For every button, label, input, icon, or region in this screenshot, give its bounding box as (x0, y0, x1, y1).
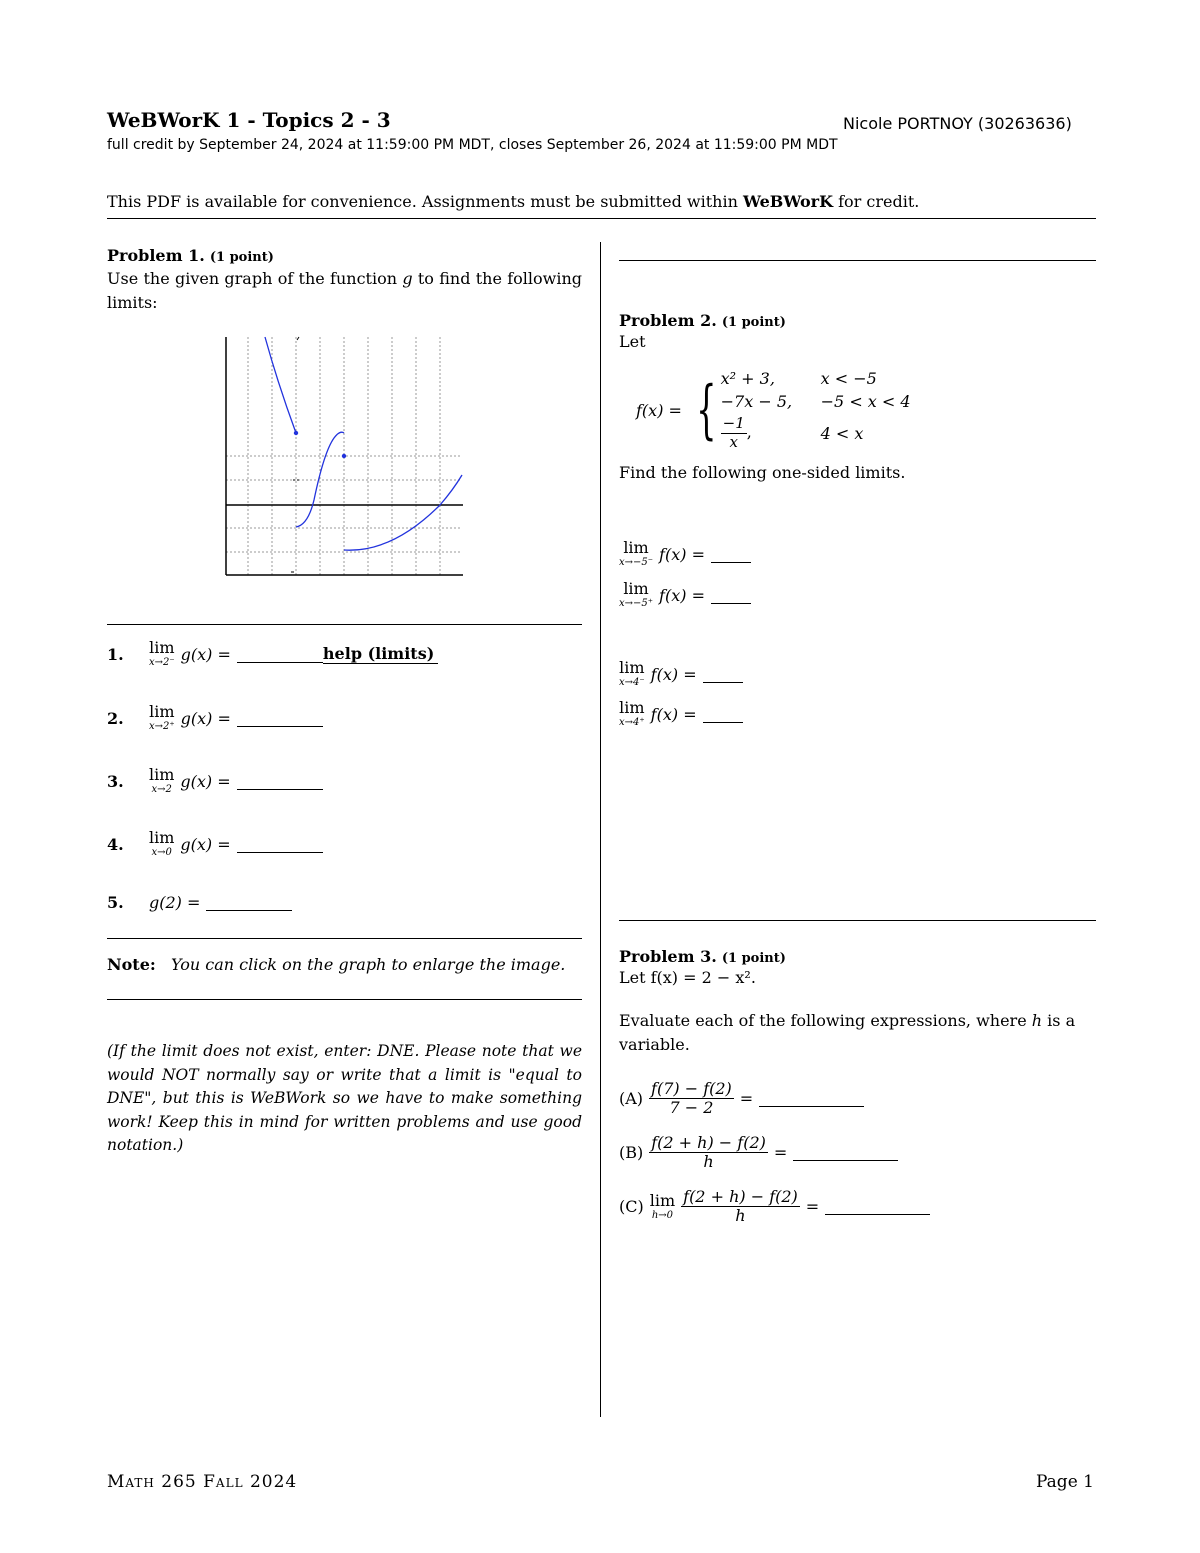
assignment-title: WeBWorK 1 - Topics 2 - 3 (107, 108, 391, 132)
problem-3 (619, 947, 1096, 1057)
limit-expr: g(x) = (180, 834, 231, 854)
function-label: f(x) = (636, 400, 682, 420)
limit-item-3 (107, 767, 323, 795)
footer-course: Math 265 Fall 2024 (107, 1472, 298, 1492)
lim-word: lim (619, 698, 645, 717)
part-label: (B) (619, 1143, 644, 1163)
p2-answer-field-1[interactable] (711, 546, 751, 563)
note-text: You can click on the graph to enlarge the image. (171, 955, 566, 974)
problem-1-rule-mid (107, 938, 582, 939)
problem-1-rule-bottom (107, 999, 582, 1000)
limit-expr: g(2) = (149, 893, 201, 912)
lim-operator (149, 767, 174, 795)
graph-ticks (291, 337, 312, 572)
footer-page: Page 1 (1036, 1472, 1094, 1492)
frac-den: h (703, 1152, 714, 1172)
part-fraction (681, 1188, 800, 1226)
p2-answer-field-3[interactable] (703, 666, 743, 683)
curve-right-branch (344, 475, 462, 550)
problem-1-heading: Problem 1. (107, 246, 205, 265)
answer-field-4[interactable] (237, 836, 323, 853)
p2-limit-3 (619, 660, 743, 688)
limit-item-1 (107, 640, 438, 668)
limit-item-2 (107, 704, 323, 732)
notice-text: This PDF is available for convenience. Assignments must be submitted within (107, 192, 743, 211)
lim-word: lim (619, 658, 645, 677)
help-limits-link[interactable]: help (limits) (323, 644, 438, 664)
p2-answer-field-2[interactable] (711, 587, 751, 604)
due-date: full credit by September 24, 2024 at 11:59:00 PM MDT, closes September 26, 2024 at 11:59:00 PM MDT (107, 137, 838, 153)
problem-2-let: Let (619, 332, 646, 351)
answer-field-3[interactable] (237, 773, 323, 790)
notice-tail: for credit. (833, 192, 920, 211)
answer-field-1[interactable] (237, 646, 323, 663)
lim-sub: x→2 (151, 784, 172, 795)
problem-3-points: (1 point) (721, 951, 786, 966)
lim-operator (619, 540, 653, 568)
lim-word: lim (649, 1190, 676, 1210)
lim-operator (619, 700, 645, 728)
column-divider (600, 242, 601, 1417)
piecewise-function (636, 360, 911, 460)
problem-2-rule-top (619, 260, 1096, 261)
pdf-notice (107, 192, 919, 211)
case-table (721, 369, 911, 451)
part-b (619, 1134, 898, 1172)
part-fraction (649, 1080, 734, 1118)
lim-operator (149, 640, 175, 668)
lim-word: lim (623, 538, 649, 557)
eval-tail: is a variable. (619, 1011, 1076, 1054)
case-brace: { (696, 373, 717, 447)
dne-instructions: (If the limit does not exist, enter: DNE. Please note that we would NOT normally say or write that a limit is "equal to DNE", but this is WeBWork so we have to make something work! Keep this in mind for written problems and use good notation.) (107, 1042, 582, 1154)
limit-expr: g(x) = (180, 708, 231, 728)
limit-expr: g(x) = (180, 644, 231, 664)
lim-sub: x→2⁻ (149, 657, 175, 668)
lim-sub: x→4⁻ (619, 677, 645, 688)
limit-expr: f(x) = (659, 544, 705, 564)
limit-expr: f(x) = (659, 585, 705, 605)
eval-var: h (1031, 1011, 1043, 1030)
problem-1 (107, 246, 582, 315)
case-expr-2: −7x − 5, (720, 392, 793, 412)
equals-sign: = (805, 1197, 820, 1217)
case-expr-3 (721, 415, 821, 451)
graph-curves (265, 337, 462, 550)
header-rule (107, 218, 1096, 219)
item-number: 3. (107, 771, 124, 791)
equals-sign: = (739, 1089, 754, 1109)
equals-sign: = (773, 1143, 788, 1163)
lim-sub: x→−5⁺ (619, 598, 654, 609)
limit-item-5 (107, 893, 292, 912)
answer-field-5[interactable] (206, 894, 292, 911)
problem-2-points: (1 point) (721, 315, 786, 330)
case-num: −1 (722, 414, 745, 433)
curve-left-branch (265, 337, 296, 433)
part-a (619, 1080, 864, 1118)
case-cond-1: x < −5 (820, 369, 877, 389)
case-cond-3: 4 < x (820, 423, 864, 443)
intro-var: g (402, 269, 413, 288)
point-isolated (342, 454, 346, 458)
lim-word: lim (623, 579, 649, 598)
limit-expr: f(x) = (650, 704, 697, 724)
lim-operator (619, 660, 645, 688)
p2-limit-1 (619, 540, 751, 568)
frac-num: f(2 + h) − f(2) (651, 1133, 766, 1152)
lim-sub: x→2⁺ (149, 721, 175, 732)
lim-operator (649, 1190, 676, 1221)
frac-num: f(2 + h) − f(2) (683, 1187, 798, 1206)
student-name: Nicole PORTNOY (30263636) (843, 114, 1072, 133)
lim-word: lim (149, 638, 175, 657)
case-cond-2: −5 < x < 4 (820, 392, 911, 412)
lim-sub: x→0 (151, 847, 172, 858)
case-expr-1: x² + 3, (720, 369, 775, 389)
intro-text: Use the given graph of the function (107, 269, 403, 288)
item-number: 1. (107, 644, 124, 664)
part-fraction (649, 1134, 768, 1172)
p2-limit-2 (619, 581, 751, 609)
part-b-answer-field[interactable] (793, 1144, 898, 1161)
lim-operator (149, 830, 174, 858)
note-label: Note: (107, 955, 156, 974)
limit-expr: f(x) = (650, 664, 697, 684)
limit-expr: g(x) = (180, 771, 231, 791)
limit-item-4 (107, 830, 323, 858)
lim-operator (619, 581, 653, 609)
problem-2-heading: Problem 2. (619, 311, 717, 330)
problem-3-let: Let f(x) = 2 − x². (619, 968, 756, 987)
part-label: (A) (619, 1089, 644, 1109)
answer-field-2[interactable] (237, 710, 323, 727)
item-number: 4. (107, 834, 124, 854)
point-left-end (294, 431, 298, 435)
frac-den: h (735, 1206, 746, 1226)
case-den: x (729, 432, 738, 451)
problem-3-heading: Problem 3. (619, 947, 717, 966)
lim-word: lim (149, 702, 175, 721)
notice-brand: WeBWorK (742, 192, 833, 211)
lim-sub: x→−5⁻ (619, 557, 654, 568)
problem-3-rule-top (619, 920, 1096, 921)
intro-tail: to find the following limits: (107, 269, 583, 312)
problem-2-instruction: Find the following one-sided limits. (619, 463, 906, 482)
p2-limit-4 (619, 700, 743, 728)
part-c (619, 1188, 930, 1226)
lim-sub: h→0 (651, 1209, 674, 1221)
problem-2 (619, 311, 786, 351)
frac-num: f(7) − f(2) (651, 1079, 732, 1098)
lim-word: lim (149, 765, 175, 784)
part-c-answer-field[interactable] (825, 1198, 930, 1215)
graph-note (107, 955, 582, 974)
function-graph[interactable] (222, 332, 466, 580)
case-comma: , (746, 422, 752, 442)
lim-sub: x→4⁺ (619, 717, 645, 728)
problem-1-intro (107, 267, 582, 315)
lim-word: lim (149, 828, 175, 847)
problem-1-points: (1 point) (209, 250, 274, 265)
part-a-answer-field[interactable] (759, 1090, 864, 1107)
item-number: 5. (107, 893, 124, 912)
lim-operator (149, 704, 175, 732)
item-number: 2. (107, 708, 124, 728)
eval-text: Evaluate each of the following expressions, where (619, 1011, 1032, 1030)
problem-3-instruction (619, 1009, 1096, 1057)
part-label: (C) (619, 1197, 644, 1217)
p2-answer-field-4[interactable] (703, 706, 743, 723)
problem-1-rule-top (107, 624, 582, 625)
frac-den: 7 − 2 (669, 1098, 714, 1118)
